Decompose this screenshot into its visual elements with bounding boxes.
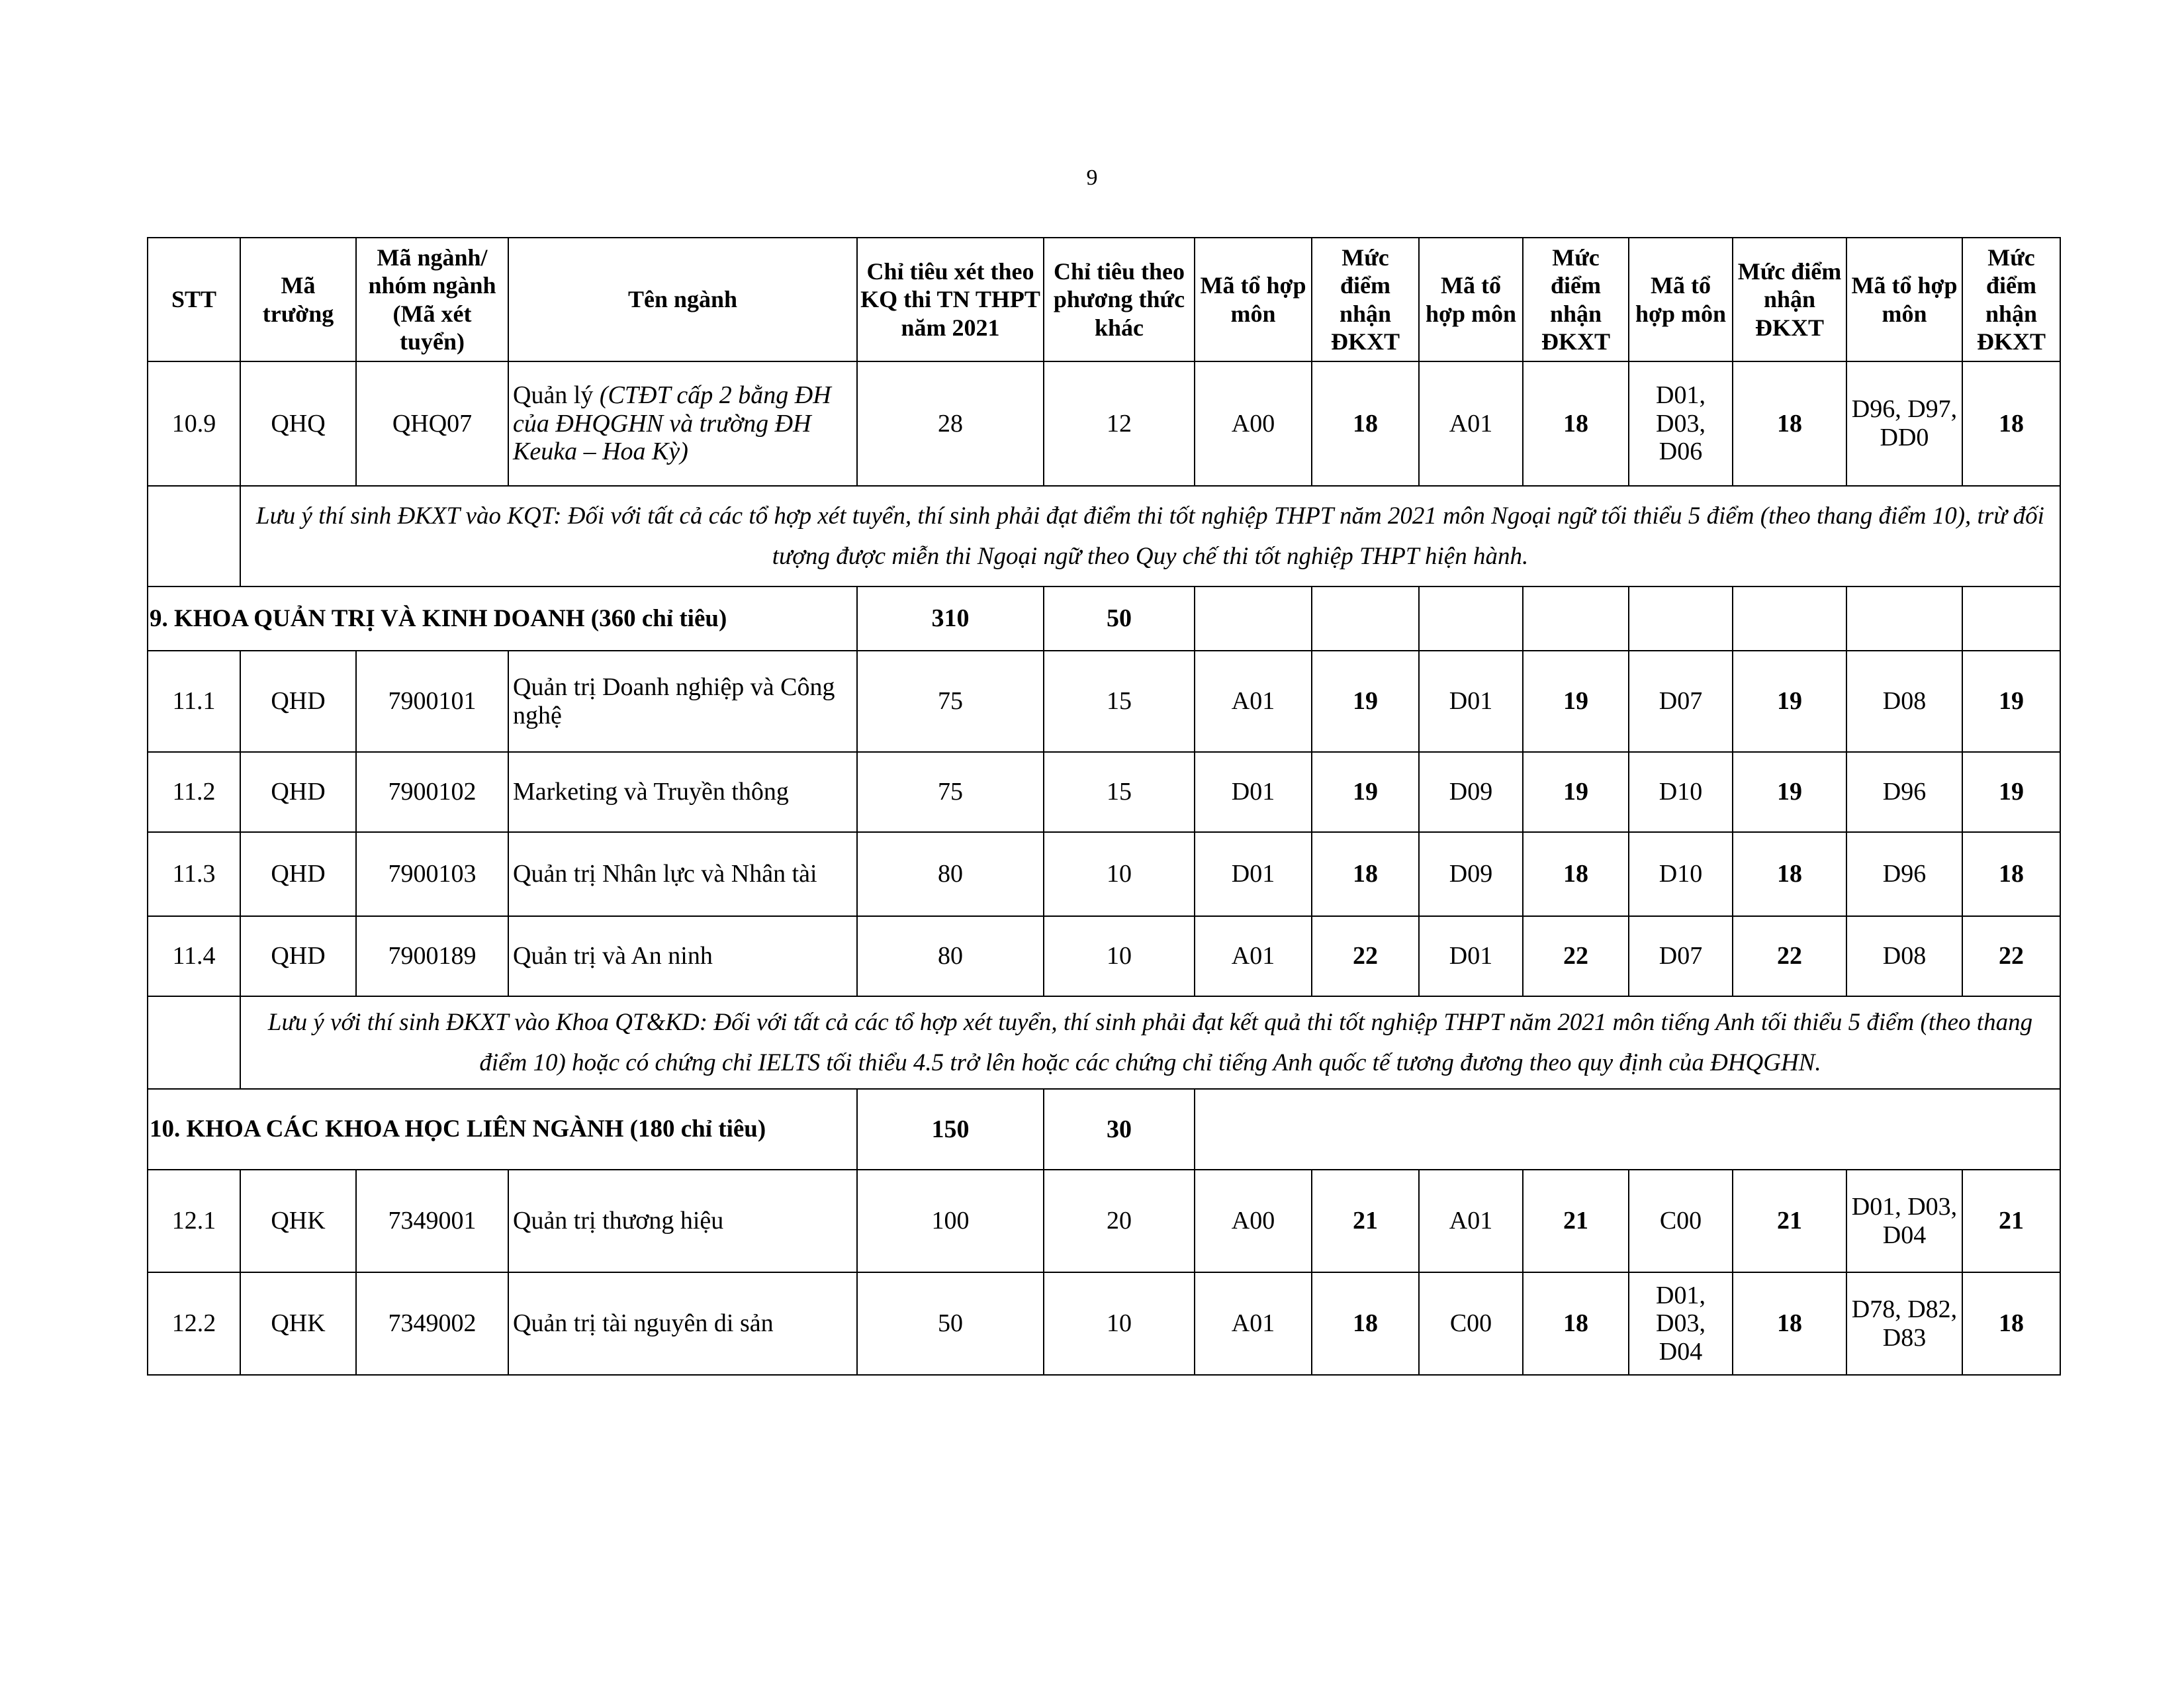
cell-combo-score: 18 — [1962, 1272, 2060, 1375]
cell-combo-score: 18 — [1312, 1272, 1419, 1375]
header-ma-truong: Mã trường — [240, 238, 356, 361]
cell-combo-code: D10 — [1629, 752, 1733, 832]
note-empty-cell — [148, 486, 240, 586]
cell-ma-truong: QHD — [240, 752, 356, 832]
cell-ma-truong: QHD — [240, 916, 356, 996]
header-ma-to-hop-1: Mã tổ hợp môn — [1195, 238, 1312, 361]
cell-ma-nganh: 7900101 — [356, 651, 508, 752]
cell-ma-truong: QHK — [240, 1170, 356, 1272]
cell-combo-score: 19 — [1312, 651, 1419, 752]
cell-combo-score: 18 — [1523, 361, 1629, 486]
cell-combo-score: 19 — [1962, 651, 2060, 752]
cell-ct-khac: 10 — [1044, 832, 1195, 916]
header-ma-nganh: Mã ngành/ nhóm ngành (Mã xét tuyển) — [356, 238, 508, 361]
cell-ten-nganh: Quản trị thương hiệu — [508, 1170, 857, 1272]
cell-combo-code: D01, D03, D04 — [1629, 1272, 1733, 1375]
header-chi-tieu-thpt: Chỉ tiêu xét theo KQ thi TN THPT năm 2021 — [857, 238, 1044, 361]
cell-stt: 10.9 — [148, 361, 240, 486]
section-10-title: 10. KHOA CÁC KHOA HỌC LIÊN NGÀNH (180 chỉ tiêu) — [148, 1089, 857, 1170]
cell-combo-code: D01, D03, D06 — [1629, 361, 1733, 486]
empty-cell — [1195, 1089, 2060, 1170]
cell-ma-nganh: 7900102 — [356, 752, 508, 832]
header-ma-to-hop-2: Mã tổ hợp môn — [1419, 238, 1523, 361]
cell-combo-score: 22 — [1312, 916, 1419, 996]
header-ma-to-hop-3: Mã tổ hợp môn — [1629, 238, 1733, 361]
section-header-row — [148, 1089, 2060, 1170]
cell-ma-nganh: QHQ07 — [356, 361, 508, 486]
ten-nganh-italic: (CTĐT cấp 2 bằng ĐH của ĐHQGHN và trường ĐH Keuka – Hoa Kỳ) — [513, 381, 831, 466]
section-9-ct-khac: 50 — [1044, 586, 1195, 651]
cell-combo-code: D07 — [1629, 916, 1733, 996]
cell-combo-code: A01 — [1419, 361, 1523, 486]
cell-ma-nganh: 7900189 — [356, 916, 508, 996]
cell-combo-score: 18 — [1733, 1272, 1846, 1375]
cell-combo-code: D07 — [1629, 651, 1733, 752]
cell-ct-khac: 10 — [1044, 1272, 1195, 1375]
cell-combo-score: 18 — [1962, 832, 2060, 916]
cell-combo-code: A00 — [1195, 1170, 1312, 1272]
cell-combo-code: D09 — [1419, 752, 1523, 832]
cell-stt: 12.1 — [148, 1170, 240, 1272]
cell-stt: 11.4 — [148, 916, 240, 996]
cell-combo-code: D09 — [1419, 832, 1523, 916]
cell-ma-nganh: 7349001 — [356, 1170, 508, 1272]
cell-ten-nganh — [508, 361, 857, 486]
cell-combo-score: 21 — [1523, 1170, 1629, 1272]
cell-combo-score: 18 — [1523, 832, 1629, 916]
cell-ct-khac: 20 — [1044, 1170, 1195, 1272]
cell-combo-score: 21 — [1733, 1170, 1846, 1272]
cell-ct-khac: 15 — [1044, 651, 1195, 752]
empty-cell — [1846, 586, 1962, 651]
table-row — [148, 752, 2060, 832]
admissions-table — [147, 237, 2061, 1376]
cell-ma-truong: QHQ — [240, 361, 356, 486]
cell-combo-code: D01 — [1195, 832, 1312, 916]
cell-combo-score: 18 — [1733, 361, 1846, 486]
note-empty-cell — [148, 996, 240, 1089]
cell-ten-nganh: Quản trị tài nguyên di sản — [508, 1272, 857, 1375]
note-qtkd: Lưu ý với thí sinh ĐKXT vào Khoa QT&KD: Đối với tất cả các tổ hợp xét tuyển, thí sinh phải đạt kết quả thi tốt nghiệp THPT năm 2021 môn tiếng Anh tối thiểu 5 điểm (theo thang điểm 10) hoặc có chứng chỉ IELTS tối thiểu 4.5 trở lên hoặc các chứng chỉ tiếng Anh quốc tế tương đương theo quy định của ĐHQGHN. — [240, 996, 2060, 1089]
cell-ma-nganh: 7900103 — [356, 832, 508, 916]
cell-combo-score: 19 — [1733, 651, 1846, 752]
section-9-ct-thpt: 310 — [857, 586, 1044, 651]
cell-ct-thpt: 80 — [857, 832, 1044, 916]
cell-combo-code: A01 — [1195, 651, 1312, 752]
cell-combo-score: 19 — [1733, 752, 1846, 832]
empty-cell — [1195, 586, 1312, 651]
empty-cell — [1733, 586, 1846, 651]
cell-ct-thpt: 75 — [857, 752, 1044, 832]
header-stt: STT — [148, 238, 240, 361]
note-row — [148, 486, 2060, 586]
cell-combo-score: 19 — [1523, 651, 1629, 752]
empty-cell — [1962, 586, 2060, 651]
header-muc-diem-3: Mức điểm nhận ĐKXT — [1733, 238, 1846, 361]
cell-combo-score: 22 — [1733, 916, 1846, 996]
cell-combo-code: C00 — [1629, 1170, 1733, 1272]
cell-ct-thpt: 28 — [857, 361, 1044, 486]
section-10-ct-khac: 30 — [1044, 1089, 1195, 1170]
cell-ct-thpt: 75 — [857, 651, 1044, 752]
header-ten-nganh: Tên ngành — [508, 238, 857, 361]
cell-combo-code: D10 — [1629, 832, 1733, 916]
cell-combo-code: D01 — [1419, 916, 1523, 996]
table-row — [148, 1170, 2060, 1272]
cell-combo-code: D96, D97, DD0 — [1846, 361, 1962, 486]
table-row — [148, 916, 2060, 996]
section-9-title: 9. KHOA QUẢN TRỊ VÀ KINH DOANH (360 chỉ tiêu) — [148, 586, 857, 651]
header-chi-tieu-khac: Chỉ tiêu theo phương thức khác — [1044, 238, 1195, 361]
cell-combo-code: D08 — [1846, 916, 1962, 996]
cell-ma-truong: QHD — [240, 832, 356, 916]
cell-ct-khac: 15 — [1044, 752, 1195, 832]
note-row — [148, 996, 2060, 1089]
section-header-row — [148, 586, 2060, 651]
section-10-ct-thpt: 150 — [857, 1089, 1044, 1170]
empty-cell — [1312, 586, 1419, 651]
cell-ma-nganh: 7349002 — [356, 1272, 508, 1375]
cell-combo-score: 18 — [1733, 832, 1846, 916]
cell-ct-thpt: 100 — [857, 1170, 1044, 1272]
cell-combo-code: A01 — [1195, 1272, 1312, 1375]
table-header-row — [148, 238, 2060, 361]
cell-combo-score: 18 — [1312, 361, 1419, 486]
header-muc-diem-1: Mức điểm nhận ĐKXT — [1312, 238, 1419, 361]
cell-combo-score: 18 — [1312, 832, 1419, 916]
empty-cell — [1629, 586, 1733, 651]
cell-combo-score: 18 — [1962, 361, 2060, 486]
table-row — [148, 1272, 2060, 1375]
cell-combo-code: A01 — [1419, 1170, 1523, 1272]
cell-combo-code: D96 — [1846, 832, 1962, 916]
cell-ten-nganh: Quản trị và An ninh — [508, 916, 857, 996]
empty-cell — [1523, 586, 1629, 651]
cell-ct-thpt: 80 — [857, 916, 1044, 996]
cell-ten-nganh: Marketing và Truyền thông — [508, 752, 857, 832]
header-ma-to-hop-4: Mã tổ hợp môn — [1846, 238, 1962, 361]
header-muc-diem-2: Mức điểm nhận ĐKXT — [1523, 238, 1629, 361]
cell-combo-score: 18 — [1523, 1272, 1629, 1375]
cell-combo-score: 19 — [1962, 752, 2060, 832]
cell-ct-thpt: 50 — [857, 1272, 1044, 1375]
cell-combo-code: D01 — [1195, 752, 1312, 832]
cell-ten-nganh: Quản trị Nhân lực và Nhân tài — [508, 832, 857, 916]
cell-ct-khac: 10 — [1044, 916, 1195, 996]
cell-ma-truong: QHD — [240, 651, 356, 752]
cell-combo-code: D01 — [1419, 651, 1523, 752]
header-muc-diem-4: Mức điểm nhận ĐKXT — [1962, 238, 2060, 361]
cell-ct-khac: 12 — [1044, 361, 1195, 486]
page-number: 9 — [1086, 165, 1098, 190]
cell-combo-code: A01 — [1195, 916, 1312, 996]
cell-stt: 12.2 — [148, 1272, 240, 1375]
cell-combo-score: 21 — [1312, 1170, 1419, 1272]
table-row — [148, 361, 2060, 486]
cell-combo-code: A00 — [1195, 361, 1312, 486]
cell-stt: 11.1 — [148, 651, 240, 752]
table-row — [148, 832, 2060, 916]
cell-combo-code: D08 — [1846, 651, 1962, 752]
cell-combo-code: C00 — [1419, 1272, 1523, 1375]
cell-combo-score: 19 — [1312, 752, 1419, 832]
cell-stt: 11.2 — [148, 752, 240, 832]
cell-stt: 11.3 — [148, 832, 240, 916]
cell-combo-score: 19 — [1523, 752, 1629, 832]
cell-ma-truong: QHK — [240, 1272, 356, 1375]
note-kqt: Lưu ý thí sinh ĐKXT vào KQT: Đối với tất cả các tổ hợp xét tuyển, thí sinh phải đạt điểm thi tốt nghiệp THPT năm 2021 môn Ngoại ngữ tối thiểu 5 điểm (theo thang điểm 10), trừ đối tượng được miễn thi Ngoại ngữ theo Quy chế thi tốt nghiệp THPT hiện hành. — [240, 486, 2060, 586]
cell-combo-code: D01, D03, D04 — [1846, 1170, 1962, 1272]
ten-nganh-plain: Quản lý — [513, 381, 600, 410]
empty-cell — [1419, 586, 1523, 651]
cell-combo-score: 21 — [1962, 1170, 2060, 1272]
cell-combo-score: 22 — [1523, 916, 1629, 996]
cell-combo-code: D78, D82, D83 — [1846, 1272, 1962, 1375]
cell-combo-code: D96 — [1846, 752, 1962, 832]
cell-ten-nganh: Quản trị Doanh nghiệp và Công nghệ — [508, 651, 857, 752]
cell-combo-score: 22 — [1962, 916, 2060, 996]
table-row — [148, 651, 2060, 752]
